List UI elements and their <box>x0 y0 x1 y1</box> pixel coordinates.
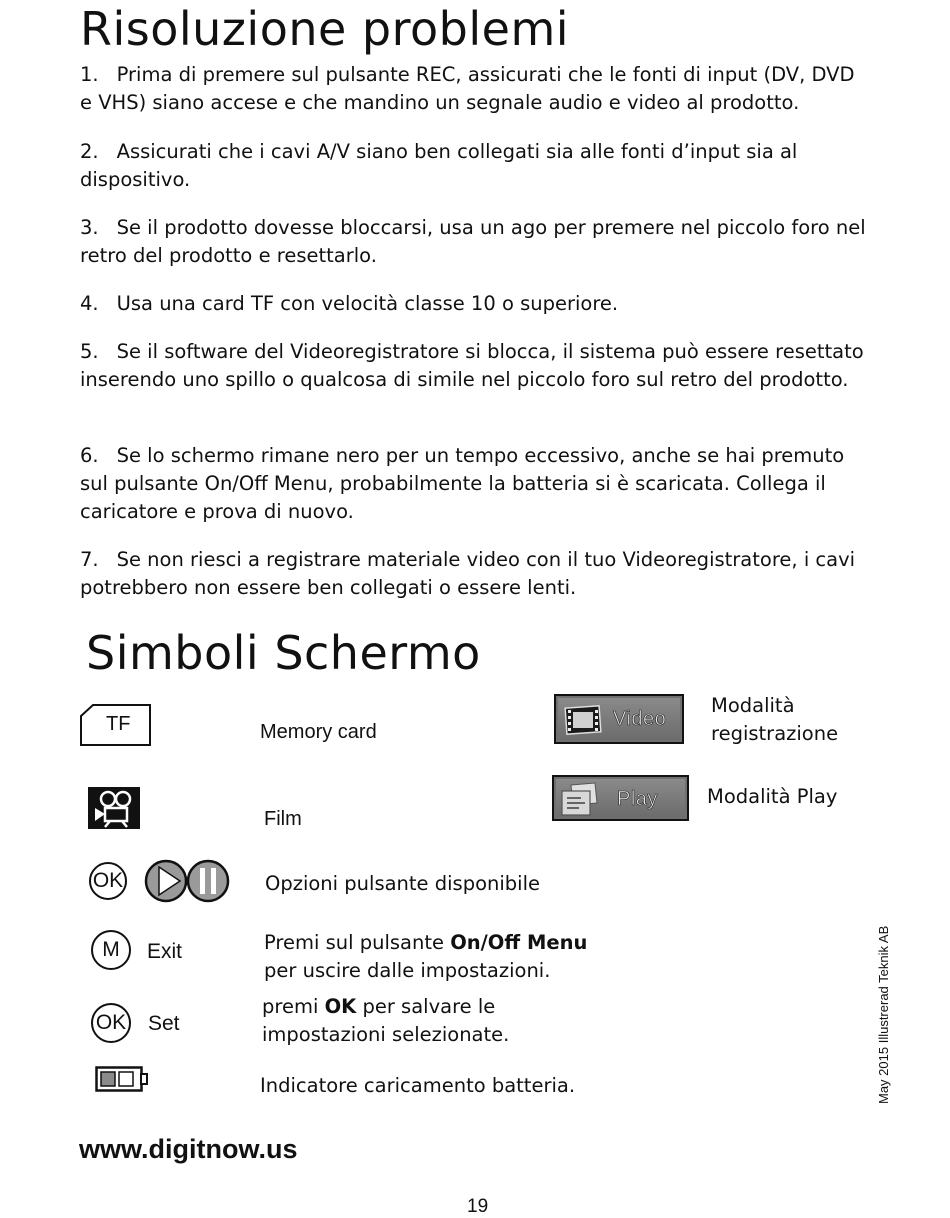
video-mode-indicator: Video <box>554 694 684 744</box>
tf-card-icon: TF <box>80 704 152 746</box>
set-label: Set <box>148 1012 180 1035</box>
play-pause-icon <box>144 859 230 903</box>
video-mode-label: Modalità registrazione <box>711 694 839 745</box>
options-label: Opzioni pulsante disponibile <box>265 872 540 895</box>
list-item: 7. Se non riesci a registrare materiale video con il tuo Videoregistratore, i cavi potrebbero non essere ben collegati o essere lenti. <box>80 548 856 599</box>
memory-card-label: Memory card <box>260 721 377 743</box>
battery-icon <box>95 1066 149 1092</box>
battery-label: Indicatore caricamento batteria. <box>260 1074 576 1097</box>
troubleshooting-title: Risoluzione problemi <box>80 2 570 56</box>
list-item: 5. Se il software del Videoregistratore si blocca, il sistema può essere resettato inserendo uno spillo o qualcosa di simile nel piccolo foro sul retro del prodotto. <box>80 340 864 391</box>
copyright-notice: May 2015 Illustrerad Teknik AB <box>876 925 891 1104</box>
exit-description: Premi sul pulsante On/Off Menu per uscire dalle impostazioni. <box>264 931 588 982</box>
video-filmstrip-icon <box>564 703 604 737</box>
list-item: 1. Prima di premere sul pulsante REC, assicurati che le fonti di input (DV, DVD e VHS) siano accese e che mandino un segnale audio e video al prodotto. <box>80 63 855 114</box>
symbols-title: Simboli Schermo <box>86 626 481 680</box>
play-mode-label: Modalità Play <box>707 785 838 808</box>
exit-label: Exit <box>147 940 183 963</box>
set-description: premi OK per salvare le impostazioni selezionate. <box>262 995 510 1046</box>
ok-button-icon: OK <box>89 862 127 900</box>
play-mode-indicator: Play <box>552 775 689 821</box>
play-folder-icon <box>559 781 601 817</box>
list-item: 3. Se il prodotto dovesse bloccarsi, usa un ago per premere nel piccolo foro nel retro del prodotto e resettarlo. <box>80 216 866 267</box>
list-item: 6. Se lo schermo rimane nero per un tempo eccessivo, anche se hai premuto sul pulsante On/Off Menu, probabilmente la batteria si è scaricata. Collega il caricatore e prova di nuovo. <box>80 444 845 523</box>
film-label: Film <box>264 808 302 830</box>
film-camera-icon <box>88 787 140 829</box>
list-item: 4. Usa una card TF con velocità classe 10 o superiore. <box>80 292 619 315</box>
page-number: 19 <box>467 1196 489 1217</box>
ok-set-icon: OK <box>91 1003 131 1043</box>
list-item: 2. Assicurati che i cavi A/V siano ben collegati sia alle fonti d’input sia al dispositivo. <box>80 140 798 191</box>
menu-button-icon: M <box>91 930 131 970</box>
website-url: www.digitnow.us <box>79 1134 298 1164</box>
